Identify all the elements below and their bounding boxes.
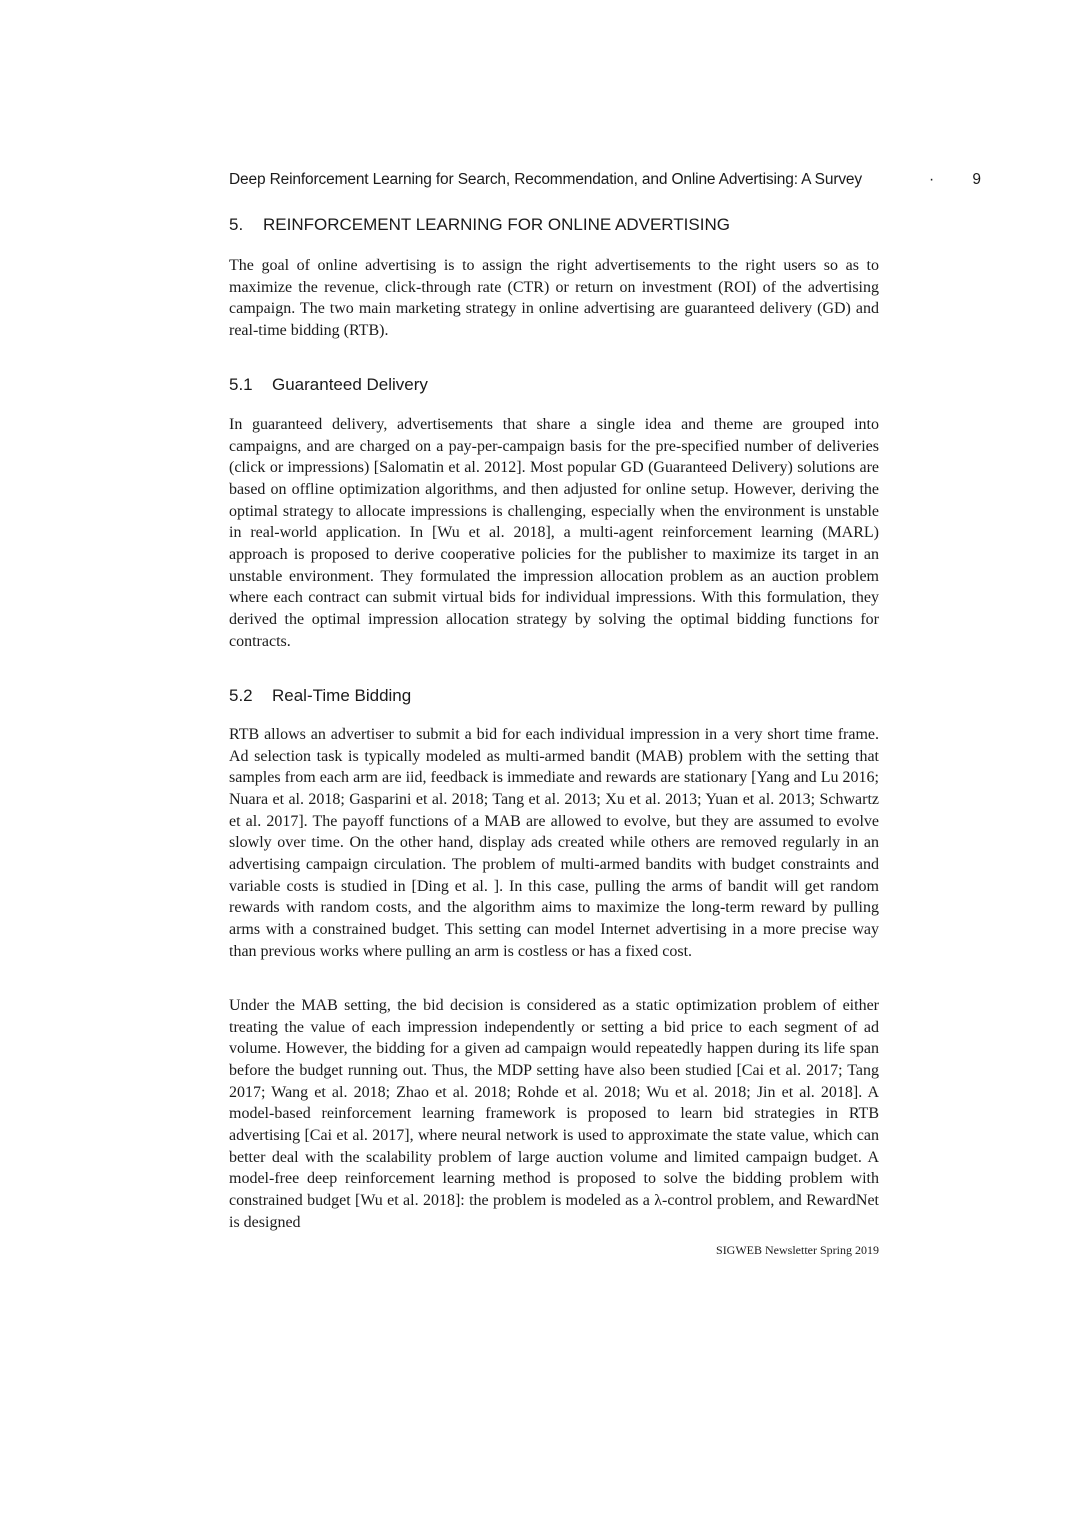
running-head — [229, 168, 981, 192]
section-5-paragraph: The goal of online advertising is to assign the right advertisements to the right users so as to maximize the revenue, click-through rate (CTR) or return on investment (ROI) of the advertising campaign. The two main marketing strategy in online advertising are guaranteed delivery (GD) and real-time bidding (RTB). — [229, 257, 879, 339]
section-5-heading — [229, 213, 730, 237]
section-5-2-paragraph-1: RTB allows an advertiser to submit a bid for each individual impression in a very short time frame. Ad selection task is typically modeled as multi-armed bandit (MAB) problem with the setting that samples from each arm are iid, feedback is immediate and rewards are stationary [Yang and Lu 2016; Nuara et al. 2018; Gasparini et al. 2018; Tang et al. 2013; Xu et al. 2013; Yuan et al. 2013; Schwartz et al. 2017]. The payoff functions of a MAB are allowed to evolve, but they are assumed to evolve slowly over time. On the other hand, display ads created while others are removed regularly in an advertising campaign circulation. The problem of multi-armed bandits with budget constraints and variable costs is studied in [Ding et al. ]. In this case, pulling the arms of bandit will get random rewards with random costs, and the algorithm aims to maximize the long-term reward by pulling arms with a constrained budget. This setting can model Internet advertising in a more precise way than previous works where pulling an arm is costless or has a fixed cost. — [229, 726, 879, 960]
page-number: 9 — [972, 171, 981, 188]
section-5-number: 5. — [229, 215, 244, 234]
section-5-1-number: 5.1 — [229, 375, 253, 394]
running-head-separator: · — [929, 171, 935, 188]
section-5-2-title: Real-Time Bidding — [272, 686, 412, 705]
section-5-title: REINFORCEMENT LEARNING FOR ONLINE ADVERTISING — [263, 215, 730, 234]
section-5-2-paragraph-2: Under the MAB setting, the bid decision is considered as a static optimization problem of either treating the value of each impression independently or setting a bid price to each segment of ad volume. However, the bidding for a given ad campaign would repeatedly happen during its life span before the budget running out. Thus, the MDP setting have also been studied [Cai et al. 2017; Tang 2017; Wang et al. 2018; Zhao et al. 2018; Rohde et al. 2018; Wu et al. 2018; Jin et al. 2018]. A model-based reinforcement learning framework is proposed to learn bid strategies in RTB advertising [Cai et al. 2017], where neural network is used to approximate the state value, which can better deal with the scalability problem of large auction volume and limited campaign budget. A model-free deep reinforcement learning method is proposed to solve the bidding problem with constrained budget [Wu et al. 2018]: the problem is modeled as a λ-control problem, and RewardNet is designed — [229, 997, 879, 1231]
section-5-2-heading — [229, 684, 411, 708]
section-5-1-heading — [229, 373, 428, 397]
running-head-title: Deep Reinforcement Learning for Search, Recommendation, and Online Advertising: A Survey — [229, 171, 862, 188]
section-5-1-title: Guaranteed Delivery — [272, 375, 428, 394]
section-5-1-paragraph: In guaranteed delivery, advertisements that share a single idea and theme are grouped into campaigns, and are charged on a pay-per-campaign basis for the pre-specified number of deliveries (click or impressions) [Salomatin et al. 2012]. Most popular GD (Guaranteed Delivery) solutions are based on offline optimization algorithms, and then adjusted for online setup. However, deriving the optimal strategy to allocate impressions is challenging, especially when the environment is unstable in real-world application. In [Wu et al. 2018], a multi-agent reinforcement learning (MARL) approach is proposed to derive cooperative policies for the publisher to maximize its target in an unstable environment. They formulated the impression allocation problem as an auction problem where each contract can submit virtual bids for individual impressions. With this formulation, they derived the optimal impression allocation strategy by solving the optimal bidding functions for contracts. — [229, 416, 879, 650]
section-5-2-number: 5.2 — [229, 686, 253, 705]
page-footer: SIGWEB Newsletter Spring 2019 — [716, 1243, 879, 1257]
